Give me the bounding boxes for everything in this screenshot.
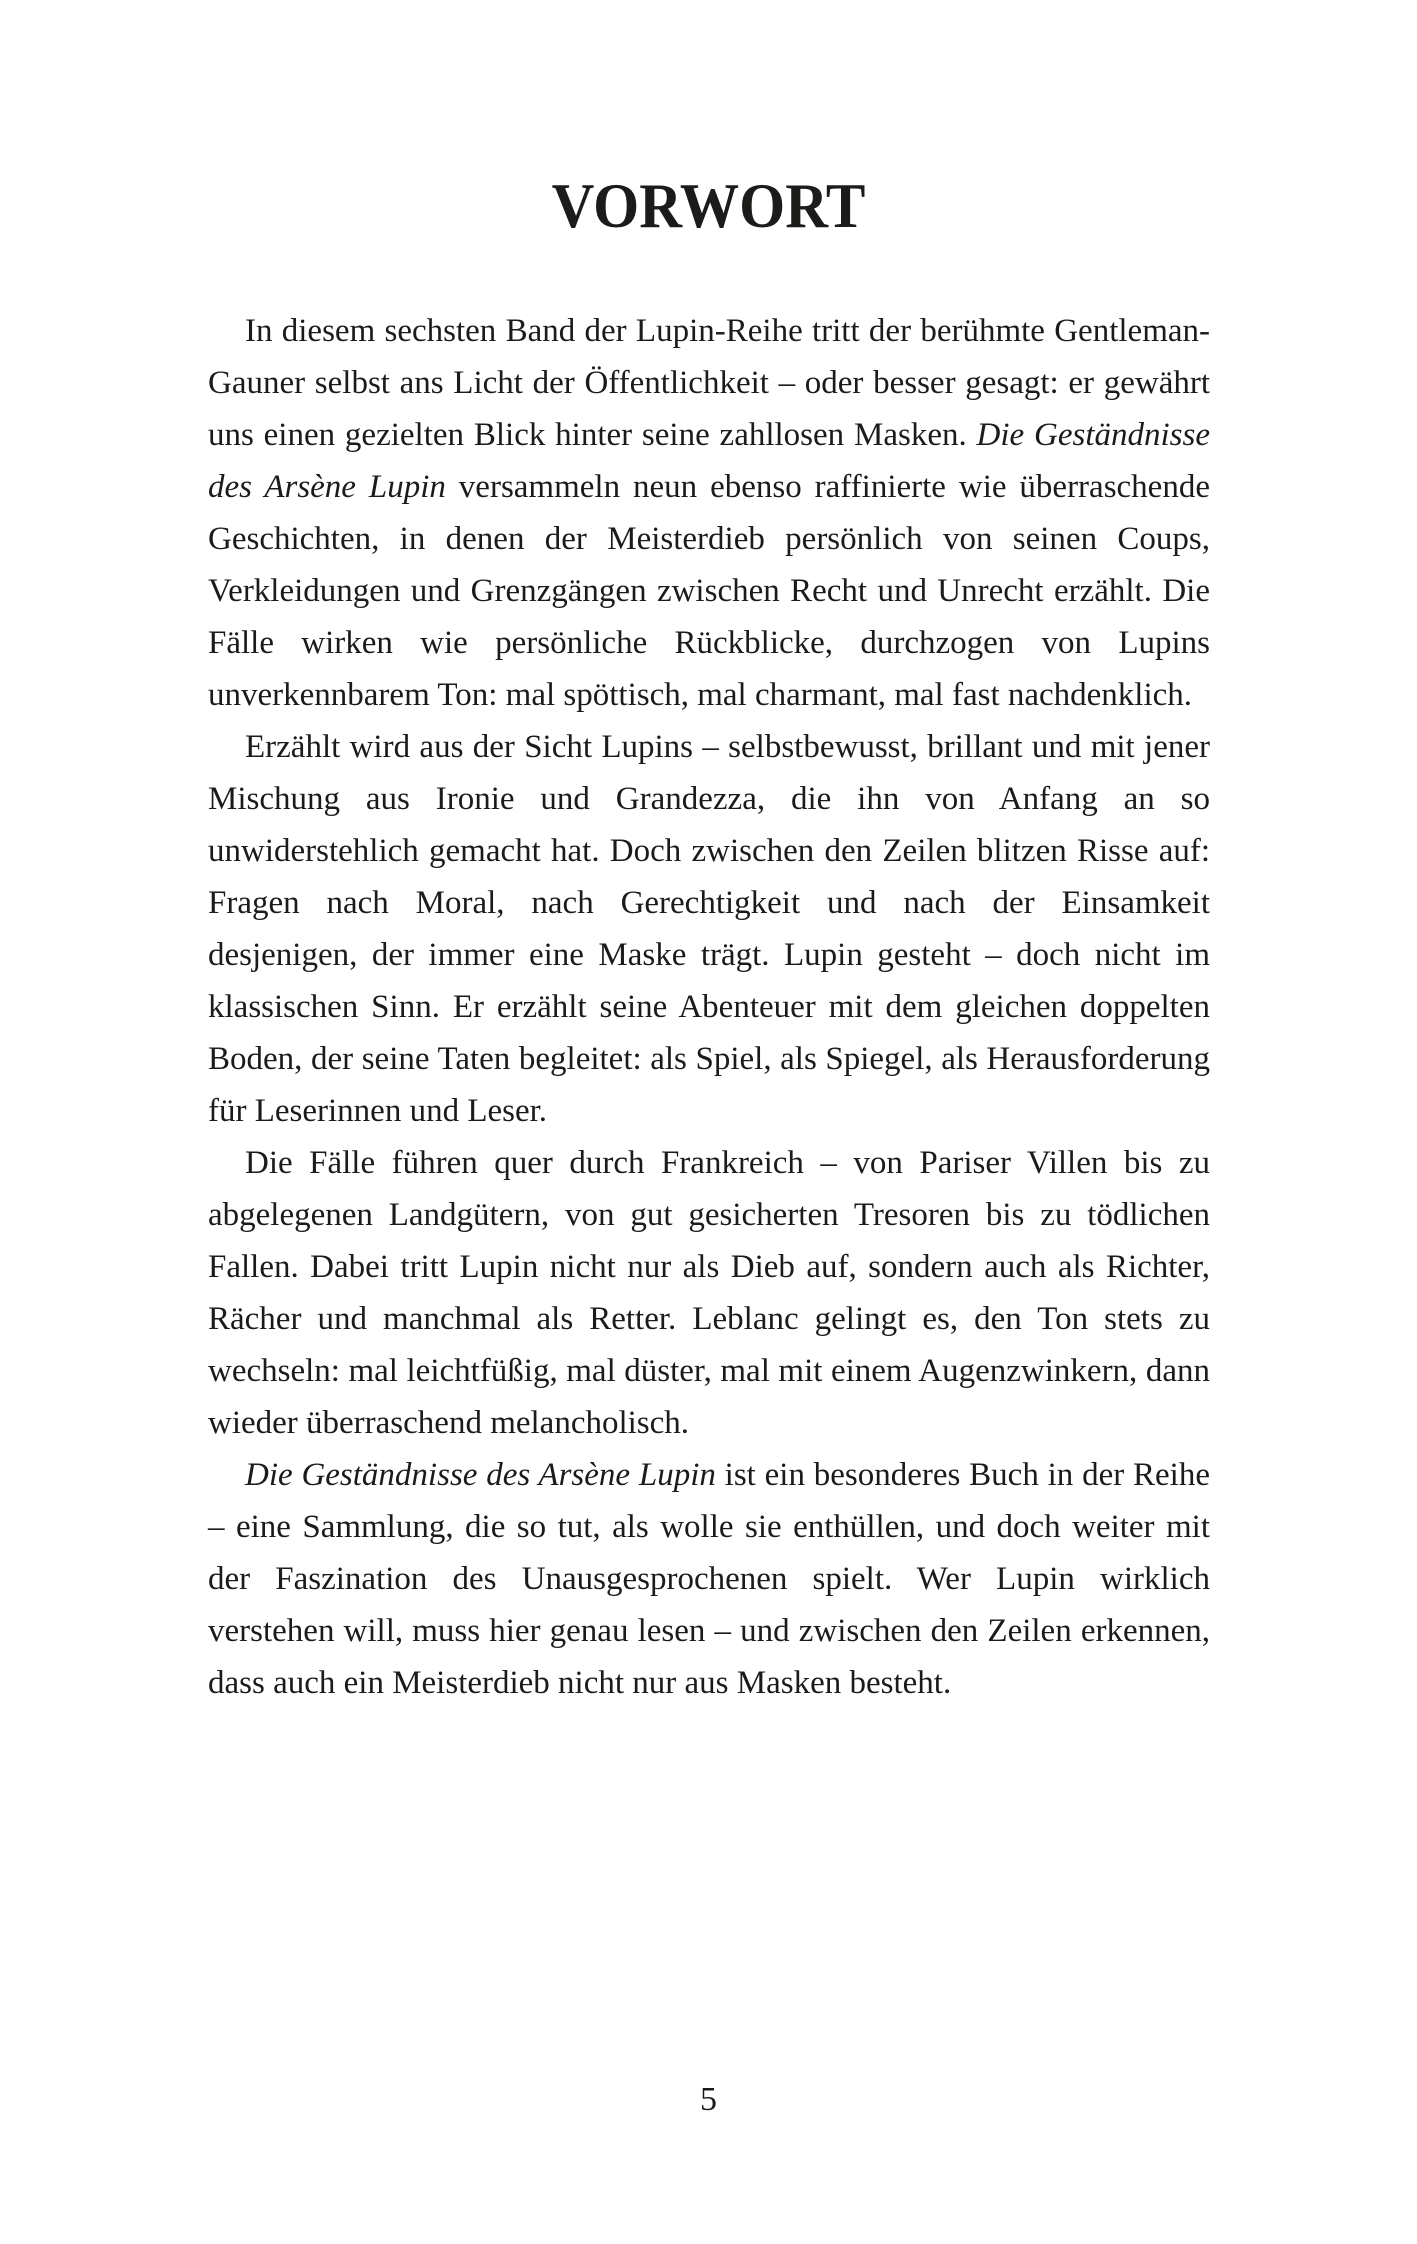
- body-text: [208, 305, 1210, 1709]
- paragraph-1: [208, 305, 1210, 721]
- page-number: 5: [700, 2081, 717, 2118]
- text-segment: ist ein besonderes Buch in der Reihe – eine Sammlung, die so tut, als wolle sie enthüllen, und doch weiter mit der Faszination des Unausgesprochenen spielt. Wer Lupin wirklich verstehen will, muss hier genau lesen – und zwischen den Zeilen erkennen, dass auch ein Meisterdieb nicht nur aus Masken besteht.: [208, 1457, 1210, 1701]
- paragraph-4: [208, 1449, 1210, 1709]
- book-title-italic: Die Geständnisse des Arsène Lupin: [208, 417, 1210, 505]
- page-title: VORWORT: [551, 171, 866, 241]
- book-title-italic: Die Geständnisse des Arsène Lupin: [245, 1457, 716, 1493]
- text-segment: Erzählt wird aus der Sicht Lupins – selbstbewusst, brillant und mit jener Mischung aus Ironie und Grandezza, die ihn von Anfang an so unwiderstehlich gemacht hat. Doch zwischen den Zeilen blitzen Risse auf: Fragen nach Moral, nach Gerechtigkeit und nach der Einsamkeit desjenigen, der immer eine Maske trägt. Lupin gesteht – doch nicht im klassischen Sinn. Er erzählt seine Abenteuer mit dem gleichen doppelten Boden, der seine Taten begleitet: als Spiel, als Spiegel, als Herausforderung für Leserinnen und Leser.: [208, 729, 1210, 1129]
- text-segment: versammeln neun ebenso raffinierte wie überraschende Geschichten, in denen der Meisterdieb persönlich von seinen Coups, Verkleidungen und Grenzgängen zwischen Recht und Unrecht erzählt. Die Fälle wirken wie persönliche Rückblicke, durchzogen von Lupins unverkennbarem Ton: mal spöttisch, mal charmant, mal fast nachdenklich.: [208, 469, 1210, 713]
- text-segment: In diesem sechsten Band der Lupin-Reihe tritt der berühmte Gentleman-Gauner selbst ans Licht der Öffentlichkeit – oder besser gesagt: er gewährt uns einen gezielten Blick hinter seine zahllosen Masken.: [208, 313, 1210, 453]
- paragraph-2: [208, 721, 1210, 1137]
- paragraph-3: [208, 1137, 1210, 1449]
- text-segment: Die Fälle führen quer durch Frankreich – von Pariser Villen bis zu abgelegenen Landgütern, von gut gesicherten Tresoren bis zu tödlichen Fallen. Dabei tritt Lupin nicht nur als Dieb auf, sondern auch als Richter, Rächer und manchmal als Retter. Leblanc gelingt es, den Ton stets zu wechseln: mal leichtfüßig, mal düster, mal mit einem Augenzwinkern, dann wieder überraschend melancholisch.: [208, 1145, 1210, 1441]
